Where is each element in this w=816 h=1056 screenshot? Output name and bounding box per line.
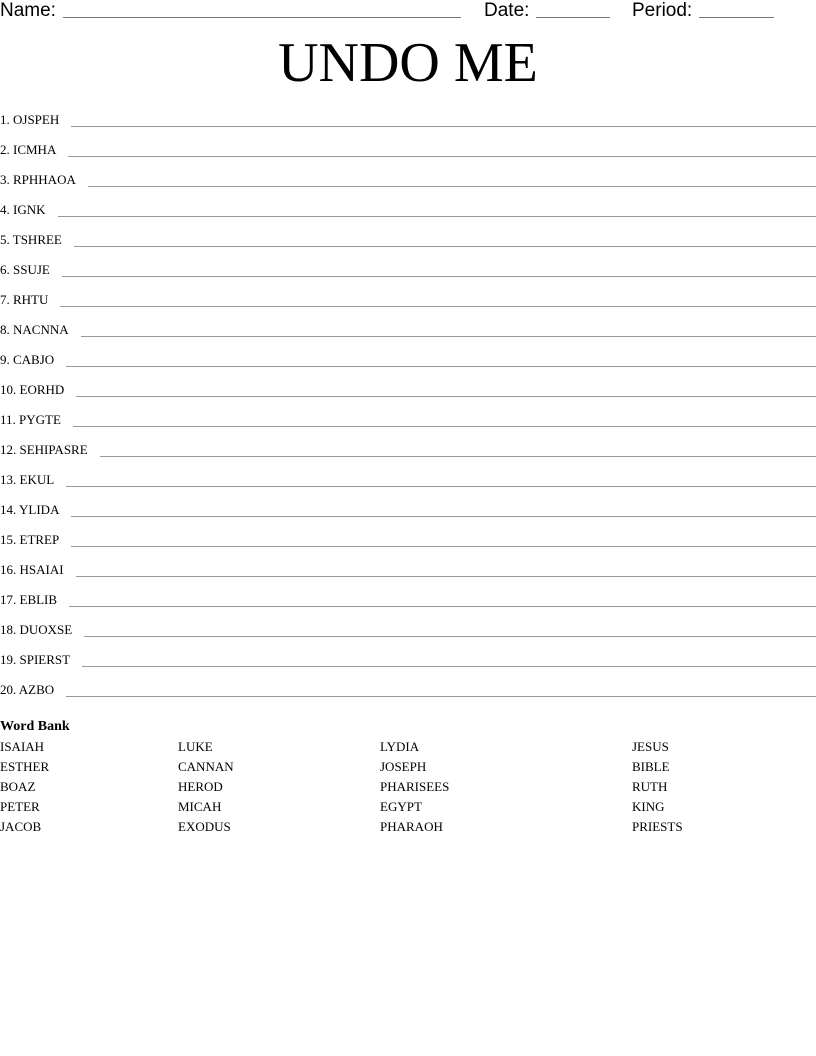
- scramble-item: [0, 500, 816, 530]
- word-bank-grid: [0, 737, 816, 837]
- answer-line[interactable]: [88, 186, 816, 187]
- answer-line[interactable]: [74, 246, 816, 247]
- scramble-item: [0, 290, 816, 320]
- scramble-item: [0, 410, 816, 440]
- scramble-list: [0, 110, 816, 710]
- worksheet-title: UNDO ME: [278, 32, 538, 94]
- answer-line[interactable]: [76, 396, 816, 397]
- scramble-item: [0, 560, 816, 590]
- scramble-word-label: 9. CABJO: [0, 352, 55, 367]
- answer-line[interactable]: [60, 306, 816, 307]
- word-bank-word: BOAZ: [0, 779, 36, 794]
- word-bank-word: JACOB: [0, 819, 42, 834]
- word-bank-title: Word Bank: [0, 719, 70, 734]
- answer-line[interactable]: [73, 426, 816, 427]
- scramble-item: [0, 650, 816, 680]
- scramble-word-label: 10. EORHD: [0, 382, 65, 397]
- word-bank-word: PETER: [0, 799, 40, 814]
- word-bank-word: KING: [632, 799, 665, 814]
- scramble-word-label: 4. IGNK: [0, 202, 46, 217]
- name-label: Name:: [0, 0, 56, 21]
- scramble-word-label: 1. OJSPEH: [0, 112, 60, 127]
- answer-line[interactable]: [62, 276, 816, 277]
- scramble-word-label: 2. ICMHA: [0, 142, 57, 157]
- scramble-item: [0, 110, 816, 140]
- scramble-word-label: 15. ETREP: [0, 532, 60, 547]
- answer-line[interactable]: [69, 606, 816, 607]
- word-bank-word: JESUS: [632, 739, 669, 754]
- word-bank: [0, 718, 816, 837]
- word-bank-word: ISAIAH: [0, 739, 45, 754]
- date-field[interactable]: [536, 17, 610, 18]
- word-bank-word: EGYPT: [380, 799, 422, 814]
- scramble-word-label: 7. RHTU: [0, 292, 49, 307]
- scramble-item: [0, 470, 816, 500]
- answer-line[interactable]: [66, 696, 816, 697]
- period-field[interactable]: [699, 17, 774, 18]
- word-bank-column: [0, 737, 49, 837]
- scramble-item: [0, 440, 816, 470]
- name-field[interactable]: [63, 17, 461, 18]
- scramble-word-label: 8. NACNNA: [0, 322, 69, 337]
- word-bank-word: BIBLE: [632, 759, 670, 774]
- scramble-item: [0, 200, 816, 230]
- word-bank-word: PHARAOH: [380, 819, 443, 834]
- worksheet-header: [0, 0, 816, 24]
- scramble-word-label: 3. RPHHAOA: [0, 172, 76, 187]
- answer-line[interactable]: [71, 126, 816, 127]
- answer-line[interactable]: [68, 156, 816, 157]
- scramble-item: [0, 380, 816, 410]
- scramble-item: [0, 530, 816, 560]
- word-bank-word: CANNAN: [178, 759, 234, 774]
- word-bank-word: PRIESTS: [632, 819, 683, 834]
- period-label: Period:: [632, 0, 693, 21]
- scramble-item: [0, 260, 816, 290]
- scramble-item: [0, 230, 816, 260]
- scramble-word-label: 11. PYGTE: [0, 412, 61, 427]
- scramble-item: [0, 620, 816, 650]
- answer-line[interactable]: [84, 636, 816, 637]
- scramble-word-label: 16. HSAIAI: [0, 562, 64, 577]
- answer-line[interactable]: [76, 576, 816, 577]
- word-bank-word: LUKE: [178, 739, 213, 754]
- scramble-item: [0, 680, 816, 710]
- answer-line[interactable]: [81, 336, 816, 337]
- scramble-word-label: 20. AZBO: [0, 682, 55, 697]
- word-bank-word: EXODUS: [178, 819, 231, 834]
- answer-line[interactable]: [82, 666, 816, 667]
- answer-line[interactable]: [66, 486, 816, 487]
- scramble-word-label: 5. TSHREE: [0, 232, 62, 247]
- scramble-item: [0, 590, 816, 620]
- word-bank-word: LYDIA: [380, 739, 420, 754]
- scramble-word-label: 6. SSUJE: [0, 262, 50, 277]
- answer-line[interactable]: [58, 216, 816, 217]
- answer-line[interactable]: [100, 456, 816, 457]
- date-label: Date:: [484, 0, 530, 21]
- word-bank-column: [380, 737, 449, 837]
- scramble-item: [0, 170, 816, 200]
- word-bank-column: [178, 737, 234, 837]
- answer-line[interactable]: [71, 546, 816, 547]
- word-bank-word: HEROD: [178, 779, 223, 794]
- scramble-word-label: 12. SEHIPASRE: [0, 442, 88, 457]
- scramble-word-label: 14. YLIDA: [0, 502, 60, 517]
- scramble-word-label: 13. EKUL: [0, 472, 55, 487]
- word-bank-word: MICAH: [178, 799, 222, 814]
- scramble-word-label: 18. DUOXSE: [0, 622, 73, 637]
- scramble-item: [0, 320, 816, 350]
- word-bank-word: JOSEPH: [380, 759, 427, 774]
- word-bank-word: RUTH: [632, 779, 668, 794]
- scramble-word-label: 19. SPIERST: [0, 652, 71, 667]
- scramble-item: [0, 350, 816, 380]
- answer-line[interactable]: [71, 516, 816, 517]
- scramble-item: [0, 140, 816, 170]
- word-bank-word: PHARISEES: [380, 779, 450, 794]
- answer-line[interactable]: [66, 366, 816, 367]
- scramble-word-label: 17. EBLIB: [0, 592, 58, 607]
- word-bank-column: [632, 737, 683, 837]
- word-bank-word: ESTHER: [0, 759, 50, 774]
